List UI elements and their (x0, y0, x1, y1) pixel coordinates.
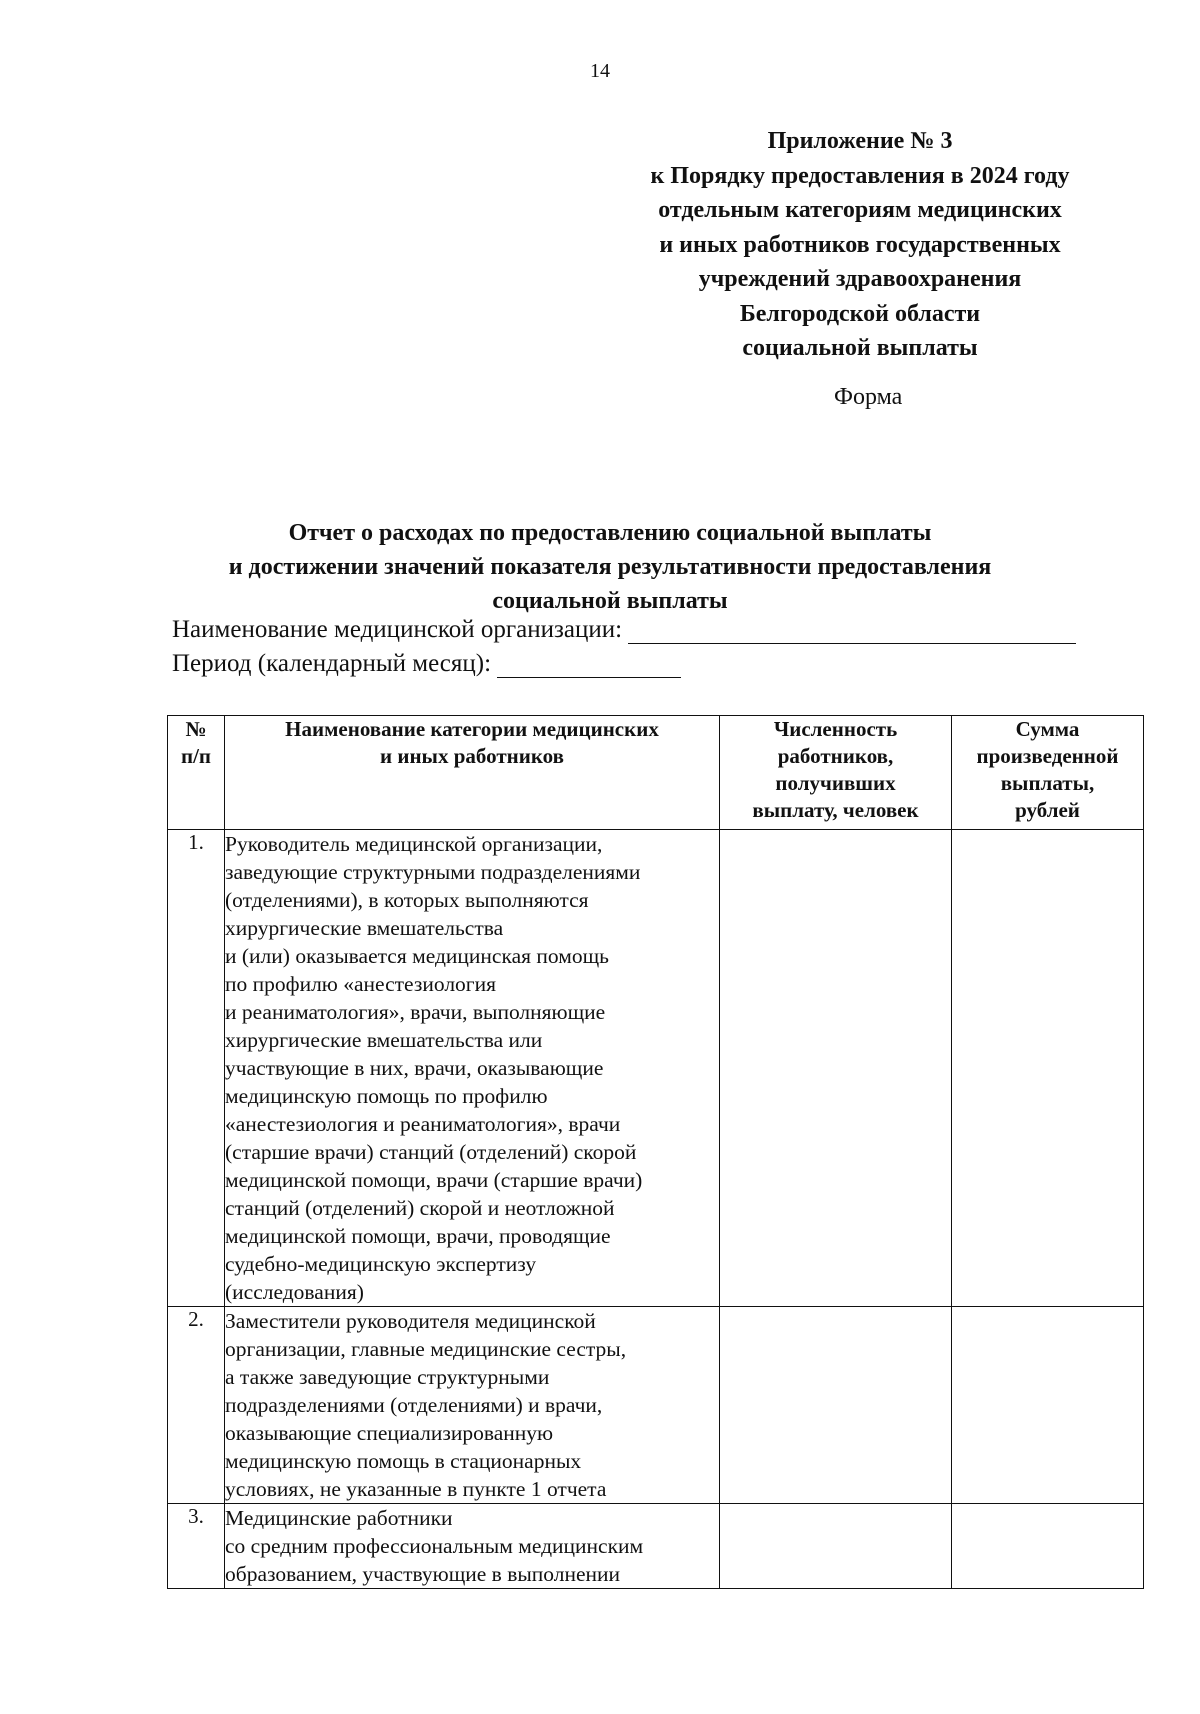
header-line: выплату, человек (752, 798, 919, 822)
row-category (225, 830, 720, 1307)
report-title-line: и достижении значений показателя результативности предоставления (228, 554, 992, 580)
form-label: Форма (834, 384, 903, 410)
category-line: организации, главные медицинские сестры, (225, 1337, 627, 1361)
appendix-line: Приложение № 3 (767, 128, 953, 154)
header-line: п/п (180, 744, 212, 768)
period-field (172, 650, 681, 678)
table-row (168, 1307, 1144, 1504)
header-line: № (185, 717, 207, 741)
category-line: Медицинские работники (225, 1506, 453, 1530)
category-line: Заместители руководителя медицинской (225, 1309, 596, 1333)
appendix-line: отдельным категориям медицинских (658, 197, 1062, 223)
page-number: 14 (590, 60, 610, 82)
category-line: заведующие структурными подразделениями (225, 860, 641, 884)
row-count-cell (720, 830, 952, 1307)
report-title-line: Отчет о расходах по предоставлению социальной выплаты (288, 520, 932, 546)
category-line: участвующие в них, врачи, оказывающие (225, 1056, 604, 1080)
header-line: получивших (775, 771, 896, 795)
row-number: 1. (168, 830, 225, 1307)
report-title-line: социальной выплаты (492, 588, 728, 614)
header-line: рублей (1015, 798, 1080, 822)
organization-field (172, 616, 1076, 644)
category-line: медицинской помощи, врачи (старшие врачи) (225, 1168, 643, 1192)
appendix-line: социальной выплаты (742, 335, 978, 361)
report-table (167, 715, 1144, 1589)
period-label: Период (календарный месяц): (172, 650, 492, 677)
category-line: хирургические вмешательства или (225, 1028, 543, 1052)
appendix-line: к Порядку предоставления в 2024 году (650, 162, 1070, 189)
category-line: станций (отделений) скорой и неотложной (225, 1196, 615, 1220)
category-line: хирургические вмешательства (225, 916, 504, 940)
category-line: Руководитель медицинской организации, (225, 832, 603, 856)
category-line: подразделениями (отделениями) и врачи, (225, 1393, 603, 1417)
appendix-line: Белгородской области (739, 300, 981, 327)
row-sum-cell (952, 1307, 1144, 1504)
header-line: и иных работников (380, 744, 564, 768)
row-count-cell (720, 1307, 952, 1504)
category-line: медицинскую помощь по профилю (225, 1084, 548, 1108)
category-line: (отделениями), в которых выполняются (225, 888, 589, 912)
row-number: 2. (168, 1307, 225, 1504)
row-category (225, 1307, 720, 1504)
row-number: 3. (168, 1504, 225, 1589)
category-line: (старшие врачи) станций (отделений) скорой (225, 1140, 637, 1164)
organization-label: Наименование медицинской организации: (172, 616, 623, 643)
appendix-line: и иных работников государственных (659, 231, 1061, 258)
category-line: условиях, не указанные в пункте 1 отчета (225, 1477, 607, 1501)
row-count-cell (720, 1504, 952, 1589)
table-header-row (168, 716, 1144, 830)
header-line: выплаты, (1000, 771, 1095, 795)
row-sum-cell (952, 1504, 1144, 1589)
category-line: и (или) оказывается медицинская помощь (225, 944, 609, 968)
category-line: оказывающие специализированную (225, 1421, 554, 1445)
row-sum-cell (952, 830, 1144, 1307)
table-row (168, 830, 1144, 1307)
table-row (168, 1504, 1144, 1589)
appendix-line: учреждений здравоохранения (698, 266, 1022, 292)
category-line: а также заведующие структурными (225, 1365, 550, 1389)
category-line: по профилю «анестезиология (225, 972, 497, 996)
organization-blank-line (628, 617, 1076, 644)
category-line: и реаниматология», врачи, выполняющие (225, 1000, 606, 1024)
category-line: образованием, участвующие в выполнении (225, 1562, 621, 1586)
category-line: медицинскую помощь в стационарных (225, 1449, 582, 1473)
appendix-heading (600, 124, 1120, 366)
period-blank-line (497, 651, 681, 678)
header-count (720, 716, 952, 830)
header-line: произведенной (976, 744, 1119, 768)
header-line: Сумма (1015, 717, 1080, 741)
header-sum (952, 716, 1144, 830)
category-line: судебно-медицинскую экспертизу (225, 1252, 537, 1276)
header-line: Численность (773, 717, 898, 741)
row-category (225, 1504, 720, 1589)
header-line: работников, (777, 744, 894, 768)
header-number (168, 716, 225, 830)
header-category (225, 716, 720, 830)
category-line: «анестезиология и реаниматология», врачи (225, 1112, 621, 1136)
category-line: (исследования) (225, 1280, 364, 1304)
category-line: медицинской помощи, врачи, проводящие (225, 1224, 611, 1248)
header-line: Наименование категории медицинских (285, 717, 659, 741)
report-title (150, 516, 1070, 618)
category-line: со средним профессиональным медицинским (225, 1534, 644, 1558)
